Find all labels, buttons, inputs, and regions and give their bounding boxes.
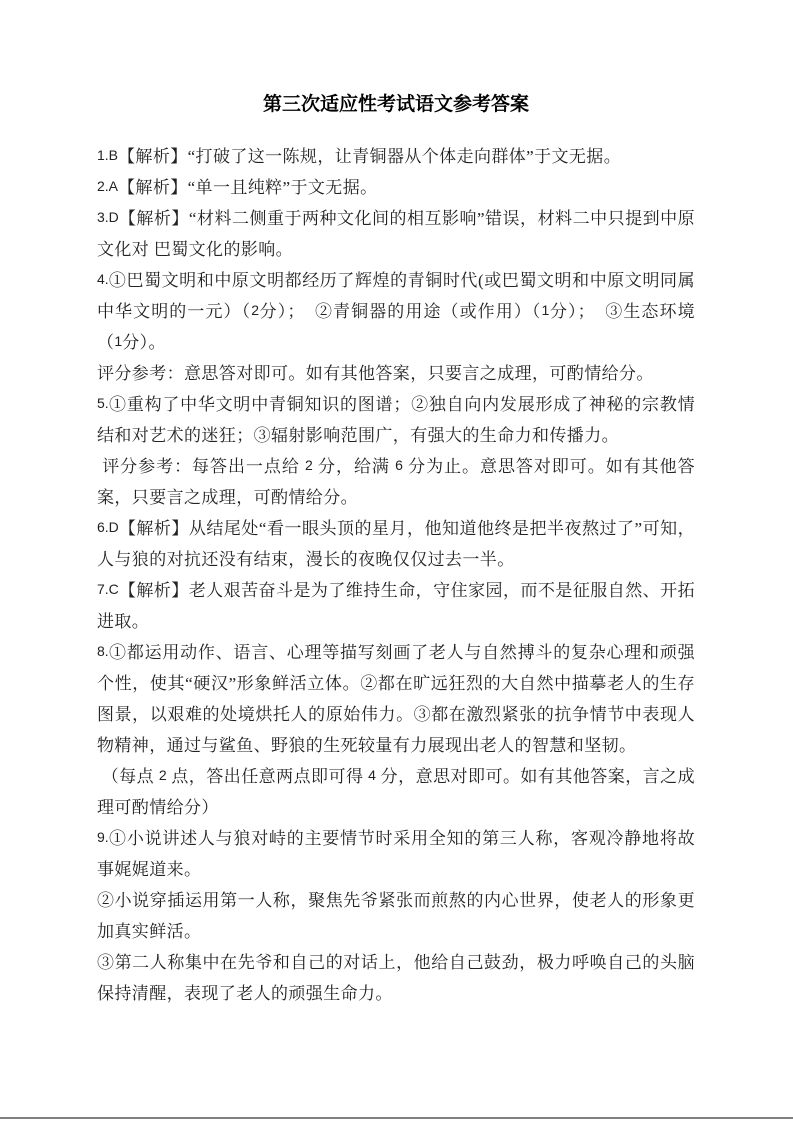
answer-5: 5.①重构了中华文明中青铜知识的图谱；②独自向内发展形成了神秘的宗教情结和对艺术的迷狂；③辐射影响范围广，有强大的生命力和传播力。 <box>97 395 695 445</box>
document-body <box>97 141 695 1009</box>
document-content <box>97 91 695 1009</box>
latin-text: 4 <box>368 767 376 783</box>
latin-text: 2.A <box>97 178 119 194</box>
latin-text: 3.D <box>97 209 119 225</box>
answer-9-point-1: 9.①小说讲述人与狼对峙的主要情节时采用全知的第三人称，客观冷静地将故事娓娓道来。 <box>97 829 695 879</box>
latin-text: 9. <box>97 829 109 845</box>
answer-2: 2.A【解析】“单一且纯粹”于文无据。 <box>97 178 378 197</box>
latin-text: 1 <box>114 333 123 349</box>
answer-8: 8.①都运用动作、语言、心理等描写刻画了老人与自然搏斗的复杂心理和顽强个性，使其“硬汉”形象鲜活立体。②都在旷远狂烈的大自然中描摹老人的生存图景，以艰难的处境烘托人的原始伟力。③都在激烈紧张的抗争情节中表现人物精神，通过与鲨鱼、野狼的生死较量有力展现出老人的智慧和坚韧。 <box>97 643 695 755</box>
latin-text: 8. <box>97 643 109 659</box>
answer-4: 4.①巴蜀文明和中原文明都经历了辉煌的青铜时代(或巴蜀文明和中原文明同属中华文明的一元）（2分）； ②青铜器的用途（或作用）（1分）； ③生态环境（1分）。 <box>97 271 695 352</box>
answer-9-point-3: ③第二人称集中在先爷和自己的对话上，他给自己鼓劲，极力呼唤自己的头脑保持清醒，表现了老人的顽强生命力。 <box>97 953 695 1003</box>
scoring-note-4: 评分参考：意思答对即可。如有其他答案，只要言之成理，可酌情给分。 <box>97 364 654 383</box>
answer-1: 1.B【解析】“打破了这一陈规，让青铜器从个体走向群体”于文无据。 <box>97 147 622 166</box>
latin-text: 2 <box>305 457 313 473</box>
scoring-note-8: （每点 2 点，答出任意两点即可得 4 分，意思对即可。如有其他答案，言之成理可酌情给分） <box>97 767 695 817</box>
answer-3: 3.D【解析】“材料二侧重于两种文化间的相互影响”错误，材料二中只提到中原文化对 巴蜀文化的影响。 <box>97 209 695 259</box>
latin-text: 7.C <box>97 581 119 597</box>
answer-7: 7.C【解析】老人艰苦奋斗是为了维持生命，守住家园，而不是征服自然、开拓进取。 <box>97 581 695 631</box>
page-boundary-line <box>0 1117 793 1119</box>
latin-text: 4. <box>97 271 109 287</box>
answer-9-point-2: ②小说穿插运用第一人称，聚焦先爷紧张而煎熬的内心世界，使老人的形象更加真实鲜活。 <box>97 891 695 941</box>
latin-text: 1 <box>541 302 550 318</box>
latin-text: 6.D <box>97 519 119 535</box>
latin-text: 1.B <box>97 147 119 163</box>
answer-6: 6.D【解析】从结尾处“看一眼头顶的星月，他知道他终是把半夜熬过了”可知，人与狼的对抗还没有结束，漫长的夜晚仅仅过去一半。 <box>97 519 695 569</box>
scoring-note-5: 评分参考：每答出一点给 2 分，给满 6 分为止。意思答对即可。如有其他答案，只要言之成理，可酌情给分。 <box>97 457 695 507</box>
latin-text: 2 <box>251 302 259 318</box>
latin-text: 5. <box>97 395 109 411</box>
latin-text: 2 <box>158 767 167 783</box>
page-title: 第三次适应性考试语文参考答案 <box>262 94 529 115</box>
latin-text: 6 <box>395 457 403 473</box>
